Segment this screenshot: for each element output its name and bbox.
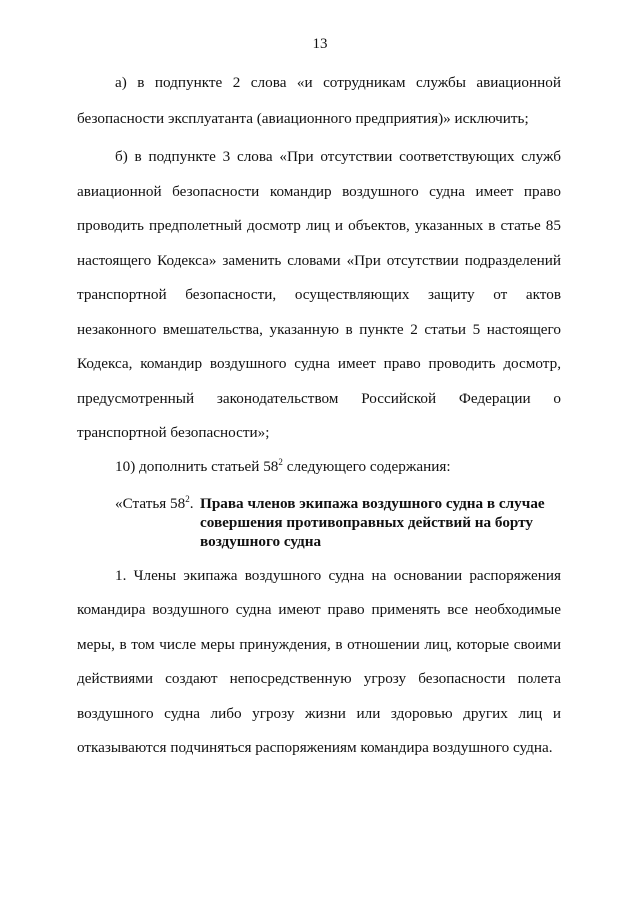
item-10-superscript: 2 bbox=[278, 457, 283, 467]
paragraph-a-line-2: безопасности эксплуатанта (авиационного предприятия)» исключить; bbox=[77, 110, 529, 127]
article-paragraph-1-line-4: действиями создают непосредственную угрозу безопасности полета bbox=[77, 670, 561, 687]
article-title: Права членов экипажа воздушного судна в случае совершения противоправных действий на борту воздушного судна bbox=[200, 495, 545, 550]
paragraph-b-line-2: авиационной безопасности командир воздушного судна имеет право bbox=[77, 183, 561, 200]
paragraph-b-line-7: Кодекса, командир воздушного судна имеет право проводить досмотр, bbox=[77, 355, 561, 372]
article-paragraph-1-line-3: меры, в том числе меры принуждения, в отношении лиц, которые своими bbox=[77, 636, 561, 653]
paragraph-b-line-3: проводить предполетный досмотр лиц и объектов, указанных в статье 85 bbox=[77, 217, 561, 234]
page-number: 13 bbox=[312, 36, 328, 52]
article-superscript: 2 bbox=[185, 494, 190, 504]
paragraph-b-line-9: транспортной безопасности»; bbox=[77, 424, 270, 441]
article-paragraph-1-line-6: отказываются подчиняться распоряжениям командира воздушного судна. bbox=[77, 739, 553, 756]
paragraph-b-line-5: транспортной безопасности, осуществляющих защиту от актов bbox=[77, 286, 561, 303]
article-paragraph-1-line-1: 1. Члены экипажа воздушного судна на основании распоряжения bbox=[115, 567, 561, 584]
paragraph-b-line-8: предусмотренный законодательством Российской Федерации о bbox=[77, 390, 561, 407]
paragraph-b-line-6: незаконного вмешательства, указанную в пункте 2 статьи 5 настоящего bbox=[77, 321, 561, 338]
item-10-text-end: следующего содержания: bbox=[282, 458, 451, 475]
article-prefix bbox=[115, 494, 194, 513]
paragraph-b-line-4: настоящего Кодекса» заменить словами «При отсутствии подразделений bbox=[77, 252, 561, 269]
item-10-line bbox=[115, 458, 561, 476]
article-paragraph-1-line-5: воздушного судна либо угрозу жизни или здоровью других лиц и bbox=[77, 705, 561, 722]
article-prefix-text: «Статья 58 bbox=[115, 495, 186, 512]
article-paragraph-1-line-2: командира воздушного судна имеют право применять все необходимые bbox=[77, 601, 561, 618]
paragraph-a-line-1: а) в подпункте 2 слова «и сотрудникам службы авиационной bbox=[115, 74, 561, 91]
article-prefix-dot: . bbox=[189, 495, 194, 512]
item-10-text: 10) дополнить статьей 58 bbox=[115, 458, 279, 475]
paragraph-b-line-1: б) в подпункте 3 слова «При отсутствии соответствующих служб bbox=[115, 148, 561, 165]
